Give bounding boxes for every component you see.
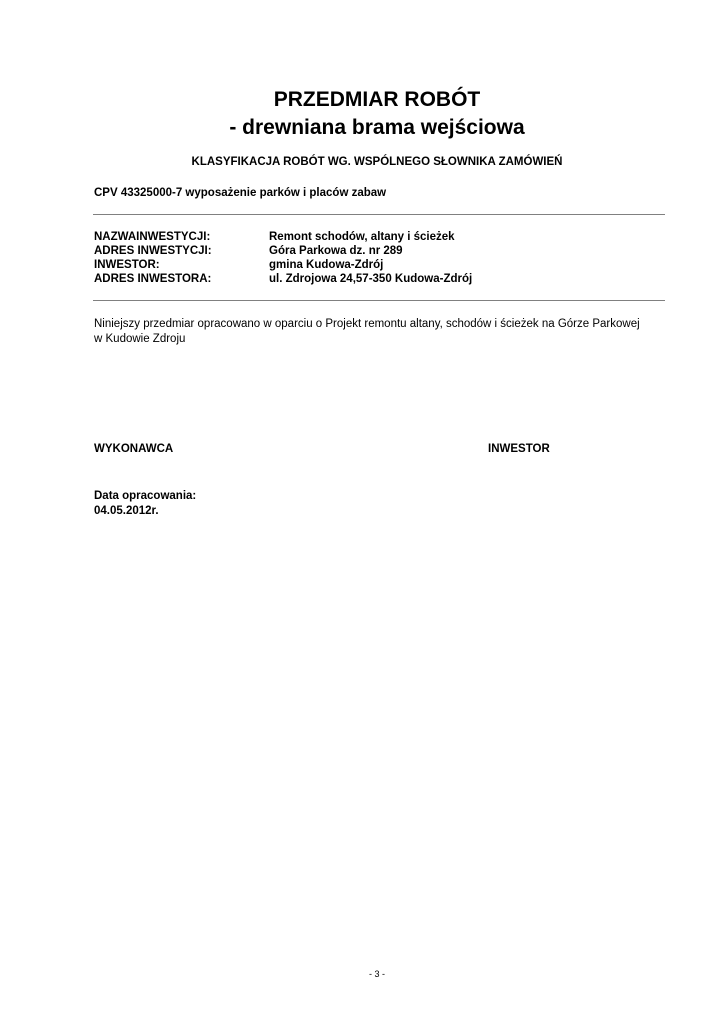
- document-title: PRZEDMIAR ROBÓT: [273, 88, 481, 111]
- info-row-investment-name: [94, 230, 666, 244]
- divider-top: [93, 214, 665, 215]
- document-subtitle: - drewniana brama wejściowa: [229, 116, 525, 139]
- date-label: Data opracowania:: [94, 490, 197, 502]
- page-number: - 3 -: [368, 969, 385, 979]
- info-value: Remont schodów, altany i ścieżek: [269, 231, 455, 243]
- basis-note: Niniejszy przedmiar opracowano w oparciu o Projekt remontu altany, schodów i ścieżek na Górze Parkowej w Kudowie Zdroju: [94, 318, 640, 345]
- info-label: ADRES INWESTORA:: [94, 273, 212, 285]
- date-value: 04.05.2012r.: [94, 505, 159, 517]
- info-label: NAZWAINWESTYCJI:: [94, 231, 211, 243]
- info-value: Góra Parkowa dz. nr 289: [269, 245, 403, 257]
- divider-bottom: [93, 300, 665, 301]
- signature-investor: INWESTOR: [488, 443, 550, 455]
- info-row-investor-address: [94, 272, 666, 286]
- info-row-investor: [94, 258, 666, 272]
- signature-contractor: WYKONAWCA: [94, 443, 174, 455]
- preparation-date: [94, 489, 196, 519]
- cpv-code: CPV 43325000-7 wyposażenie parków i placów zabaw: [94, 187, 387, 199]
- classification-heading: KLASYFIKACJA ROBÓT WG. WSPÓLNEGO SŁOWNIKA ZAMÓWIEŃ: [191, 156, 563, 168]
- info-label: ADRES INWESTYCJI:: [94, 245, 212, 257]
- info-label: INWESTOR:: [94, 259, 160, 271]
- info-row-investment-address: [94, 244, 666, 258]
- investment-info: [94, 230, 666, 286]
- info-value: ul. Zdrojowa 24,57-350 Kudowa-Zdrój: [269, 273, 473, 285]
- info-value: gmina Kudowa-Zdrój: [269, 259, 384, 271]
